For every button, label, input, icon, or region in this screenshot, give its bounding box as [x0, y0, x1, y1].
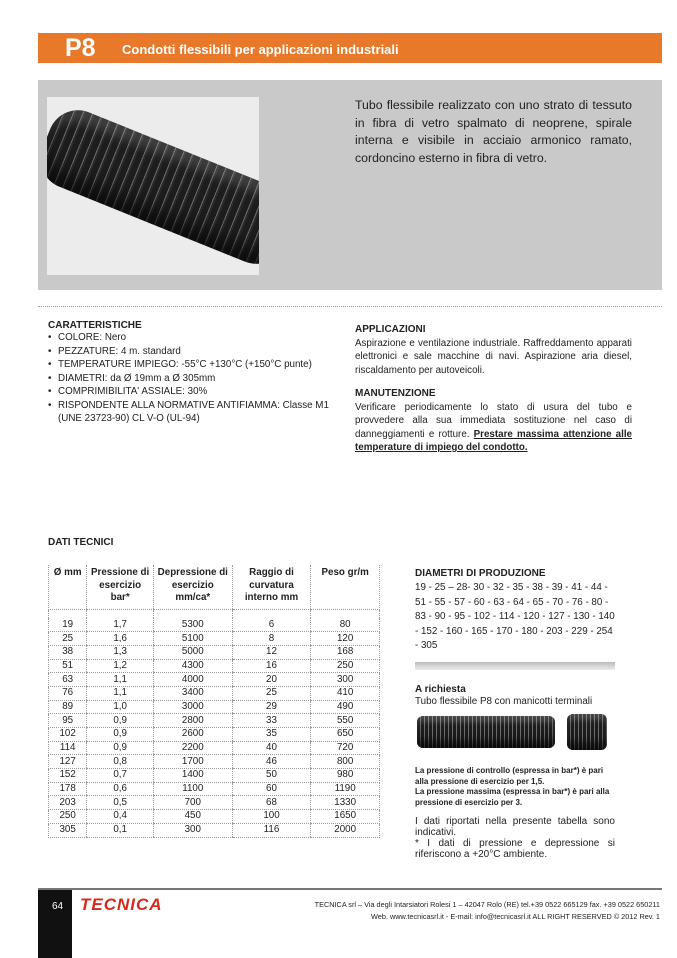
- right-column: [415, 568, 615, 860]
- table-cell: 0,9: [87, 741, 154, 755]
- table-cell: 1100: [153, 782, 232, 796]
- table-row: [49, 632, 380, 646]
- table-cell: 0,8: [87, 755, 154, 769]
- table-cell: 178: [49, 782, 87, 796]
- table-cell: 550: [311, 714, 380, 728]
- table-cell: 1190: [311, 782, 380, 796]
- table-cell: 300: [311, 673, 380, 687]
- table-cell: 700: [153, 796, 232, 810]
- applications-heading: APPLICAZIONI: [355, 324, 426, 335]
- characteristic-item: • RISPONDENTE ALLA NORMATIVE ANTIFIAMMA: Classe M1 (UNE 23723-90) CL V-O (UL-94): [48, 399, 348, 426]
- footer-rule: [38, 888, 662, 890]
- table-row: [49, 673, 380, 687]
- table-cell: 38: [49, 645, 87, 659]
- technical-data-heading: DATI TECNICI: [48, 537, 114, 548]
- table-row: [49, 741, 380, 755]
- table-cell: 89: [49, 700, 87, 714]
- table-row: [49, 686, 380, 700]
- table-cell: 16: [232, 659, 311, 673]
- table-cell: 2000: [311, 823, 380, 837]
- table-cell: 1,1: [87, 673, 154, 687]
- table-cell: 60: [232, 782, 311, 796]
- table-cell: 4300: [153, 659, 232, 673]
- table-cell: 1,1: [87, 686, 154, 700]
- on-request-heading: A richiesta: [415, 683, 466, 695]
- product-photo: [47, 97, 259, 275]
- page-number: 64: [38, 890, 72, 958]
- maintenance-text: [355, 401, 632, 455]
- footer-address: TECNICA srl – Via degli Intarsiatori Rolesi 1 – 42047 Rolo (RE) tel.+39 0522 665129 fax. +39 0522 650211: [314, 900, 660, 909]
- table-cell: 35: [232, 728, 311, 742]
- table-cell: 100: [232, 810, 311, 824]
- table-row: [49, 645, 380, 659]
- table-row: [49, 796, 380, 810]
- table-cell: 168: [311, 645, 380, 659]
- characteristic-item: • PEZZATURE: 4 m. standard: [48, 345, 348, 359]
- table-cell: 3400: [153, 686, 232, 700]
- table-cell: 19: [49, 618, 87, 632]
- table-cell: 0,4: [87, 810, 154, 824]
- table-row: [49, 823, 380, 837]
- table-cell: 127: [49, 755, 87, 769]
- characteristic-item: • COLORE: Nero: [48, 331, 348, 345]
- table-row: [49, 810, 380, 824]
- technical-data-table: [48, 565, 380, 838]
- table-cell: 1,2: [87, 659, 154, 673]
- table-cell: 116: [232, 823, 311, 837]
- table-row: [49, 782, 380, 796]
- tecnica-logo: TECNICA: [80, 895, 163, 914]
- table-cell: 305: [49, 823, 87, 837]
- table-cell: 152: [49, 769, 87, 783]
- characteristic-item: • DIAMETRI: da Ø 19mm a Ø 305mm: [48, 372, 348, 386]
- table-cell: 33: [232, 714, 311, 728]
- product-code: P8: [65, 34, 96, 62]
- on-request-text: Tubo flessibile P8 con manicotti terminali: [415, 695, 593, 707]
- header-bar: [38, 33, 662, 63]
- maintenance-emphasis: Prestare massima attenzione alle temperature di impiego del condotto.: [355, 428, 633, 453]
- column-header: Peso gr/m: [311, 565, 380, 609]
- table-cell: 650: [311, 728, 380, 742]
- table-cell: 25: [232, 686, 311, 700]
- table-cell: 5100: [153, 632, 232, 646]
- table-cell: 120: [311, 632, 380, 646]
- table-cell: 46: [232, 755, 311, 769]
- cuffed-hose-image: [415, 708, 615, 756]
- applications-text: Aspirazione e ventilazione industriale. Raffreddamento apparati elettronici e sale macchine di navi. Aspirazione aria diesel, riscaldamento per autoveicoli.: [355, 337, 632, 376]
- table-cell: 2600: [153, 728, 232, 742]
- table-cell: 450: [153, 810, 232, 824]
- table-cell: 8: [232, 632, 311, 646]
- table-cell: 0,7: [87, 769, 154, 783]
- product-description: Tubo flessibile realizzato con uno strato di tessuto in fibra di vetro spalmato di neoprene, spirale interna e visibile in acciaio armonico ramato, cordoncino esterno in fibra di vetro.: [355, 98, 632, 165]
- column-header: Ø mm: [49, 565, 87, 609]
- table-cell: 5300: [153, 618, 232, 632]
- table-row: [49, 714, 380, 728]
- characteristics-list: [48, 331, 348, 426]
- table-cell: 0,9: [87, 728, 154, 742]
- table-cell: 1,6: [87, 632, 154, 646]
- footer-contact: [190, 899, 660, 922]
- column-header: Pressione di esercizio bar*: [87, 565, 154, 609]
- characteristics-section: [48, 320, 348, 426]
- table-cell: 25: [49, 632, 87, 646]
- maintenance-body: Verificare periodicamente lo stato di usura del tubo e provvedere alla sua immediata sostituzione nel caso di danneggiamenti e rotture.: [355, 401, 632, 440]
- table-cell: 95: [49, 714, 87, 728]
- table-cell: 6: [232, 618, 311, 632]
- table-cell: 300: [153, 823, 232, 837]
- table-cell: 1330: [311, 796, 380, 810]
- table-cell: 80: [311, 618, 380, 632]
- table-row: [49, 618, 380, 632]
- table-cell: 3000: [153, 700, 232, 714]
- footer-web: Web. www.tecnicasrl.it - E-mail: info@tecnicasrl.it ALL RIGHT RESERVED © 2012 Rev. 1: [371, 911, 660, 921]
- table-cell: 40: [232, 741, 311, 755]
- temperature-note: * I dati di pressione e depressione si riferiscono a +20°C ambiente.: [415, 838, 615, 860]
- table-row: [49, 755, 380, 769]
- diameters-list: 19 - 25 – 28- 30 - 32 - 35 - 38 - 39 - 41 - 44 - 51 - 55 - 57 - 60 - 63 - 64 - 65 - 70 - 76 - 80 - 83 - 90 - 95 - 102 - 114 - 120 - 127 - 130 - 140 - 152 - 160 - 165 - 170 - 180 - 203 - 229 - 254 - 305: [415, 582, 615, 651]
- table-cell: 0,1: [87, 823, 154, 837]
- table-row: [49, 659, 380, 673]
- table-cell: 1,7: [87, 618, 154, 632]
- table-cell: 800: [311, 755, 380, 769]
- table-cell: 51: [49, 659, 87, 673]
- table-cell: 68: [232, 796, 311, 810]
- table-cell: 12: [232, 645, 311, 659]
- page-title: Condotti flessibili per applicazioni industriali: [122, 42, 399, 57]
- control-pressure-note: La pressione di controllo (espressa in bar*) è pari alla pressione di esercizio per 1,5.: [415, 766, 604, 786]
- table-cell: 0,9: [87, 714, 154, 728]
- table-row: [49, 769, 380, 783]
- table-cell: 410: [311, 686, 380, 700]
- table-cell: 1400: [153, 769, 232, 783]
- table-cell: 5000: [153, 645, 232, 659]
- max-pressure-note: La pressione massima (espressa in bar*) è pari alla pressione di esercizio per 3.: [415, 787, 610, 807]
- table-cell: 2200: [153, 741, 232, 755]
- maintenance-heading: MANUTENZIONE: [355, 388, 436, 399]
- table-cell: 102: [49, 728, 87, 742]
- table-cell: 1650: [311, 810, 380, 824]
- characteristic-item: • TEMPERATURE IMPIEGO: -55°C +130°C (+150°C punte): [48, 358, 348, 372]
- hose-image: [47, 101, 259, 273]
- divider: [415, 662, 615, 670]
- table-cell: 2800: [153, 714, 232, 728]
- table-cell: 980: [311, 769, 380, 783]
- table-cell: 29: [232, 700, 311, 714]
- table-cell: 1,0: [87, 700, 154, 714]
- applications-section: [355, 323, 632, 455]
- divider: [38, 306, 662, 307]
- column-header: Depressione di esercizio mm/ca*: [153, 565, 232, 609]
- table-cell: 4000: [153, 673, 232, 687]
- table-cell: 0,5: [87, 796, 154, 810]
- table-cell: 1700: [153, 755, 232, 769]
- table-cell: 20: [232, 673, 311, 687]
- table-row: [49, 700, 380, 714]
- table-cell: 114: [49, 741, 87, 755]
- characteristic-item: • COMPRIMIBILITA' ASSIALE: 30%: [48, 385, 348, 399]
- indicative-note: I dati riportati nella presente tabella sono indicativi.: [415, 816, 615, 838]
- table-cell: 250: [49, 810, 87, 824]
- table-cell: 76: [49, 686, 87, 700]
- table-cell: 250: [311, 659, 380, 673]
- table-cell: 1,3: [87, 645, 154, 659]
- diameters-heading: DIAMETRI DI PRODUZIONE: [415, 568, 546, 579]
- table-row: [49, 728, 380, 742]
- table-cell: 50: [232, 769, 311, 783]
- column-header: Raggio di curvatura interno mm: [232, 565, 311, 609]
- table-cell: 203: [49, 796, 87, 810]
- characteristics-heading: CARATTERISTICHE: [48, 320, 142, 331]
- table-cell: 490: [311, 700, 380, 714]
- table-cell: 63: [49, 673, 87, 687]
- table-cell: 0,6: [87, 782, 154, 796]
- table-cell: 720: [311, 741, 380, 755]
